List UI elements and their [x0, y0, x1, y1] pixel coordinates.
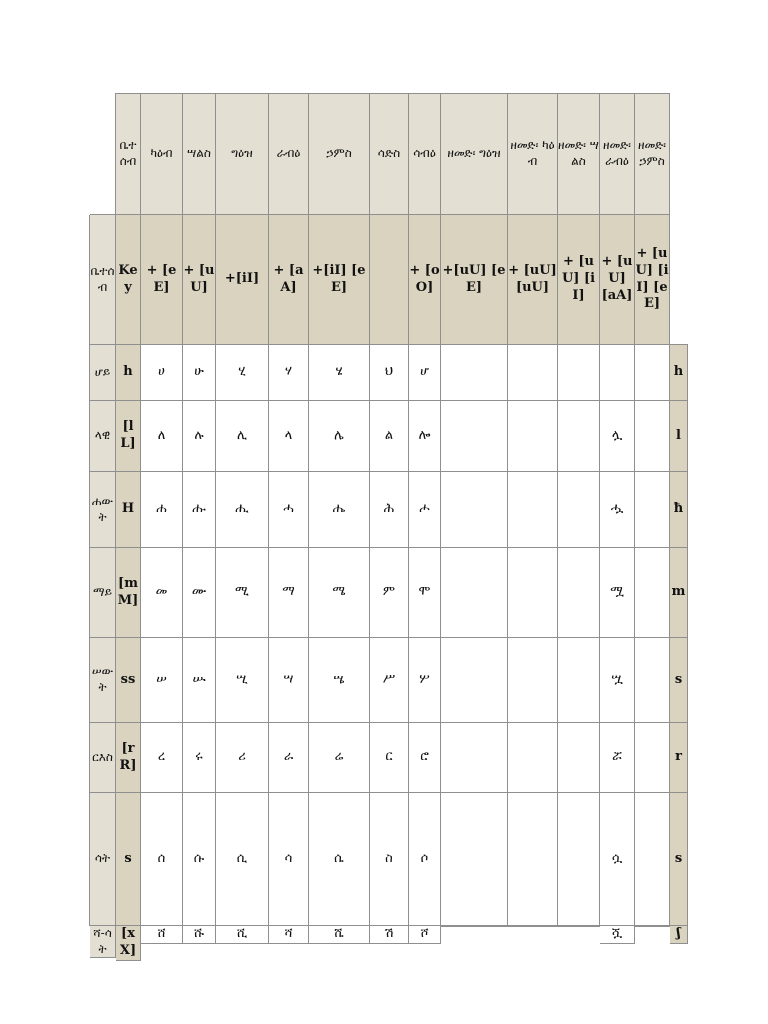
modifier-cell: + [oO] — [409, 215, 441, 345]
glyph-cell: ሐ — [141, 472, 183, 548]
column-header: ሣልስ — [183, 93, 216, 215]
modifier-cell: +[iI] [eE] — [309, 215, 370, 345]
modifier-cell: +[uU] [eE] — [441, 215, 508, 345]
row-key: [xX] — [116, 926, 141, 961]
glyph-cell: ሞ — [409, 548, 441, 638]
column-header: ራብዕ — [269, 93, 309, 215]
glyph-cell: ሥ — [370, 638, 409, 723]
column-header: ዘመድ፡ ካዕብ — [508, 93, 558, 215]
row-phoneme: l — [670, 401, 688, 472]
glyph-cell — [635, 793, 670, 926]
modifier-cell: +[iI] — [216, 215, 269, 345]
row-family-name: ሠውት — [90, 638, 116, 723]
modifier-cell: + [aA] — [269, 215, 309, 345]
modifier-cell: + [eE] — [141, 215, 183, 345]
glyph-cell: ማ — [269, 548, 309, 638]
glyph-cell: ሹ — [183, 926, 216, 944]
glyph-cell: ሏ — [600, 401, 635, 472]
glyph-cell — [441, 345, 508, 401]
glyph-cell: ሦ — [409, 638, 441, 723]
modifier-cell: + [uU] [uU] — [508, 215, 558, 345]
glyph-cell: ሬ — [309, 723, 370, 793]
glyph-cell: ሠ — [141, 638, 183, 723]
glyph-cell: ር — [370, 723, 409, 793]
glyph-cell: ሑ — [183, 472, 216, 548]
row-family-name: ሆይ — [90, 345, 116, 401]
glyph-cell — [508, 723, 558, 793]
glyph-cell: ሖ — [409, 472, 441, 548]
glyph-cell — [635, 401, 670, 472]
glyph-cell — [635, 345, 670, 401]
glyph-cell: ሧ — [600, 638, 635, 723]
glyph-cell: ሙ — [183, 548, 216, 638]
row-family-name: ማይ — [90, 548, 116, 638]
glyph-cell: ሮ — [409, 723, 441, 793]
row-family-name: ላዊ — [90, 401, 116, 472]
glyph-cell — [441, 793, 508, 926]
column-header: ግዕዝ — [216, 93, 269, 215]
glyph-cell: ሄ — [309, 345, 370, 401]
glyph-cell: ሯ — [600, 723, 635, 793]
header-top-border — [116, 93, 670, 94]
glyph-cell: ሴ — [309, 793, 370, 926]
glyph-cell: ሒ — [216, 472, 269, 548]
glyph-cell — [508, 401, 558, 472]
glyph-cell: ሂ — [216, 345, 269, 401]
glyph-cell: ሡ — [183, 638, 216, 723]
glyph-cell: ሕ — [370, 472, 409, 548]
glyph-cell: ሓ — [269, 472, 309, 548]
glyph-cell: መ — [141, 548, 183, 638]
glyph-cell: ሿ — [600, 926, 635, 944]
glyph-cell — [558, 548, 600, 638]
glyph-cell — [441, 638, 508, 723]
column-header: ካዕብ — [141, 93, 183, 215]
glyph-cell: ሰ — [141, 793, 183, 926]
row-phoneme: s — [670, 793, 688, 926]
column-header: ዘመድ፡ ኃምስ — [635, 93, 670, 215]
row-family-name: ሻ-ሳት — [90, 926, 116, 958]
glyph-cell: ሲ — [216, 793, 269, 926]
row-family-name: ርእስ — [90, 723, 116, 793]
row-key: s — [116, 793, 141, 926]
keyrow-top-border — [90, 214, 116, 215]
glyph-cell — [508, 548, 558, 638]
row-phoneme: ʃ — [670, 926, 688, 944]
row-key: [mM] — [116, 548, 141, 638]
glyph-cell — [441, 401, 508, 472]
row-phoneme: r — [670, 723, 688, 793]
glyph-cell — [441, 926, 508, 927]
glyph-cell: ረ — [141, 723, 183, 793]
glyph-cell: ሱ — [183, 793, 216, 926]
glyph-cell: ህ — [370, 345, 409, 401]
column-header: ሳድስ — [370, 93, 409, 215]
row-phoneme: h — [670, 345, 688, 401]
glyph-cell: ሢ — [216, 638, 269, 723]
glyph-cell: ሌ — [309, 401, 370, 472]
header-left-border — [115, 93, 116, 215]
glyph-cell: ሷ — [600, 793, 635, 926]
glyph-cell — [558, 793, 600, 926]
glyph-cell: ላ — [269, 401, 309, 472]
glyph-cell: ሩ — [183, 723, 216, 793]
glyph-cell: ሸ — [141, 926, 183, 944]
modifier-cell: + [uU] [iI] — [558, 215, 600, 345]
glyph-cell: ሼ — [309, 926, 370, 944]
glyph-cell: ሶ — [409, 793, 441, 926]
glyph-cell: ሗ — [600, 472, 635, 548]
glyph-cell: ሟ — [600, 548, 635, 638]
glyph-cell — [441, 548, 508, 638]
row-phoneme: ħ — [670, 472, 688, 548]
row-key: h — [116, 345, 141, 401]
glyph-cell — [600, 345, 635, 401]
glyph-cell — [635, 926, 670, 927]
modifier-cell — [370, 215, 409, 345]
key-column-header: Key — [116, 215, 141, 345]
glyph-cell — [558, 345, 600, 401]
row-phoneme: s — [670, 638, 688, 723]
glyph-cell: ሜ — [309, 548, 370, 638]
glyph-cell: ል — [370, 401, 409, 472]
glyph-cell — [635, 548, 670, 638]
glyph-cell — [558, 472, 600, 548]
modifier-cell: + [uU] [aA] — [600, 215, 635, 345]
glyph-cell — [508, 345, 558, 401]
glyph-cell: ሔ — [309, 472, 370, 548]
glyph-cell: ሁ — [183, 345, 216, 401]
glyph-cell — [635, 638, 670, 723]
glyph-cell — [558, 723, 600, 793]
glyph-cell — [508, 926, 558, 927]
glyph-cell: ሆ — [409, 345, 441, 401]
glyph-cell: ሊ — [216, 401, 269, 472]
row-phoneme: m — [670, 548, 688, 638]
phoneme-column-top-border — [670, 344, 688, 345]
glyph-cell — [558, 638, 600, 723]
column-header: ዘመድ፡ ግዕዝ — [441, 93, 508, 215]
glyph-cell: ራ — [269, 723, 309, 793]
glyph-cell — [558, 926, 600, 927]
row-key: ss — [116, 638, 141, 723]
glyph-cell: ሉ — [183, 401, 216, 472]
row-key: [lL] — [116, 401, 141, 472]
glyph-cell: ሾ — [409, 926, 441, 944]
glyph-cell — [441, 472, 508, 548]
glyph-cell: ለ — [141, 401, 183, 472]
row-key: H — [116, 472, 141, 548]
glyph-cell: ሤ — [309, 638, 370, 723]
glyph-cell: ስ — [370, 793, 409, 926]
glyph-cell: ሪ — [216, 723, 269, 793]
column-header: ቤተሰብ — [116, 93, 141, 215]
row-family-name: ሳት — [90, 793, 116, 926]
column-header: ኃምስ — [309, 93, 370, 215]
keyrow-label: ቤተሰብ — [90, 215, 116, 345]
glyph-cell — [508, 638, 558, 723]
glyph-cell: ም — [370, 548, 409, 638]
glyph-cell — [635, 472, 670, 548]
glyph-cell: ሽ — [370, 926, 409, 944]
glyph-cell — [635, 723, 670, 793]
glyph-cell: ሣ — [269, 638, 309, 723]
modifier-cell: + [uU] [iI] [eE] — [635, 215, 670, 345]
glyph-cell — [441, 723, 508, 793]
glyph-cell: ሀ — [141, 345, 183, 401]
column-header: ዘመድ፡ ራብዕ — [600, 93, 635, 215]
glyph-cell — [508, 472, 558, 548]
glyph-cell: ሻ — [269, 926, 309, 944]
glyph-cell: ሺ — [216, 926, 269, 944]
glyph-cell: ሚ — [216, 548, 269, 638]
glyph-cell — [508, 793, 558, 926]
column-header: ሳብዕ — [409, 93, 441, 215]
glyph-cell: ሳ — [269, 793, 309, 926]
glyph-cell: ሃ — [269, 345, 309, 401]
column-header: ዘመድ፡ ሣልስ — [558, 93, 600, 215]
modifier-cell: + [uU] — [183, 215, 216, 345]
row-family-name: ሐውት — [90, 472, 116, 548]
glyph-cell — [558, 401, 600, 472]
glyph-cell: ሎ — [409, 401, 441, 472]
row-key: [rR] — [116, 723, 141, 793]
